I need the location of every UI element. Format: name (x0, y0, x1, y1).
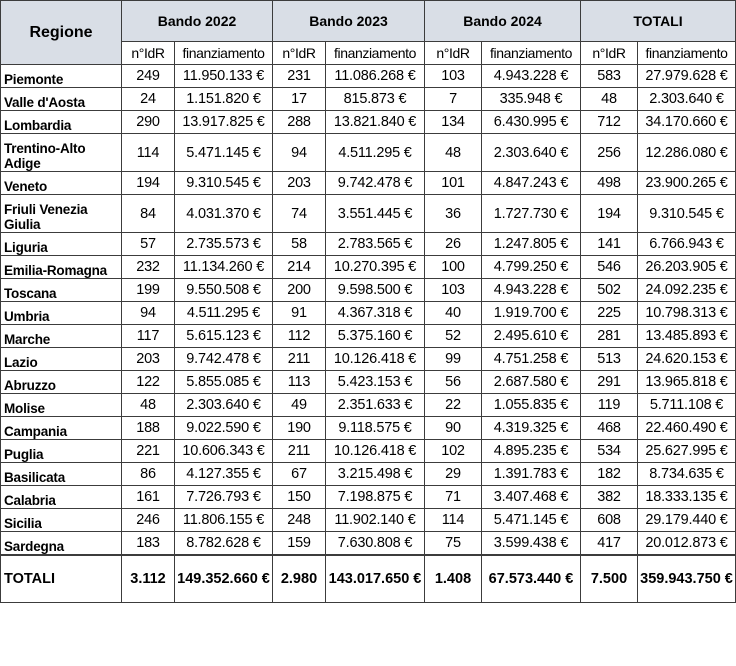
count-cell: 26 (425, 233, 482, 256)
funding-cell: 4.895.235 € (482, 440, 581, 463)
funding-cell: 4.847.243 € (482, 172, 581, 195)
region-name-cell: Basilicata (1, 463, 122, 486)
count-cell: 608 (581, 509, 638, 532)
funding-cell: 5.471.145 € (175, 134, 273, 172)
funding-cell: 2.495.610 € (482, 325, 581, 348)
funding-cell: 335.948 € (482, 88, 581, 111)
subheader-funding: finanziamento (326, 42, 425, 65)
subheader-count: n°IdR (581, 42, 638, 65)
count-cell: 36 (425, 195, 482, 233)
count-cell: 58 (273, 233, 326, 256)
region-name-cell: Veneto (1, 172, 122, 195)
funding-cell: 1.151.820 € (175, 88, 273, 111)
totals-cell: 143.017.650 € (326, 555, 425, 603)
count-cell: 90 (425, 417, 482, 440)
count-cell: 203 (273, 172, 326, 195)
region-name-cell: Toscana (1, 279, 122, 302)
totals-cell: 149.352.660 € (175, 555, 273, 603)
count-cell: 417 (581, 532, 638, 556)
count-cell: 74 (273, 195, 326, 233)
funding-cell: 9.742.478 € (326, 172, 425, 195)
funding-cell: 5.375.160 € (326, 325, 425, 348)
region-column-header: Regione (1, 1, 122, 65)
count-cell: 24 (122, 88, 175, 111)
table-row (1, 463, 736, 486)
funding-cell: 2.351.633 € (326, 394, 425, 417)
table-row (1, 172, 736, 195)
count-cell: 114 (425, 509, 482, 532)
table-row (1, 65, 736, 88)
count-cell: 7 (425, 88, 482, 111)
group-header-2024: Bando 2024 (425, 1, 581, 42)
totals-cell: 359.943.750 € (638, 555, 736, 603)
funding-cell: 24.092.235 € (638, 279, 736, 302)
count-cell: 103 (425, 65, 482, 88)
table-body (1, 65, 736, 556)
region-name-cell: Molise (1, 394, 122, 417)
region-name-cell: Lombardia (1, 111, 122, 134)
count-cell: 56 (425, 371, 482, 394)
count-cell: 57 (122, 233, 175, 256)
count-cell: 22 (425, 394, 482, 417)
funding-cell: 9.310.545 € (638, 195, 736, 233)
count-cell: 40 (425, 302, 482, 325)
count-cell: 71 (425, 486, 482, 509)
table-row (1, 417, 736, 440)
group-header-2022: Bando 2022 (122, 1, 273, 42)
funding-cell: 7.630.808 € (326, 532, 425, 556)
totals-cell: 67.573.440 € (482, 555, 581, 603)
count-cell: 513 (581, 348, 638, 371)
count-cell: 231 (273, 65, 326, 88)
funding-cell: 2.783.565 € (326, 233, 425, 256)
count-cell: 94 (273, 134, 326, 172)
region-name-cell: Sicilia (1, 509, 122, 532)
table-row (1, 233, 736, 256)
funding-cell: 2.303.640 € (482, 134, 581, 172)
funding-cell: 9.118.575 € (326, 417, 425, 440)
funding-cell: 4.943.228 € (482, 279, 581, 302)
count-cell: 117 (122, 325, 175, 348)
count-cell: 249 (122, 65, 175, 88)
count-cell: 29 (425, 463, 482, 486)
funding-cell: 20.012.873 € (638, 532, 736, 556)
funding-cell: 24.620.153 € (638, 348, 736, 371)
count-cell: 468 (581, 417, 638, 440)
funding-cell: 4.031.370 € (175, 195, 273, 233)
totals-label: TOTALI (1, 555, 122, 603)
funding-cell: 3.599.438 € (482, 532, 581, 556)
funding-cell: 1.055.835 € (482, 394, 581, 417)
funding-cell: 4.511.295 € (175, 302, 273, 325)
table-row (1, 195, 736, 233)
count-cell: 502 (581, 279, 638, 302)
count-cell: 712 (581, 111, 638, 134)
count-cell: 211 (273, 440, 326, 463)
funding-cell: 13.821.840 € (326, 111, 425, 134)
region-name-cell: Liguria (1, 233, 122, 256)
region-name-cell: Lazio (1, 348, 122, 371)
funding-cell: 4.511.295 € (326, 134, 425, 172)
region-name-cell: Piemonte (1, 65, 122, 88)
table-row (1, 302, 736, 325)
subheader-funding: finanziamento (638, 42, 736, 65)
funding-cell: 8.782.628 € (175, 532, 273, 556)
count-cell: 498 (581, 172, 638, 195)
count-cell: 199 (122, 279, 175, 302)
subheader-funding: finanziamento (482, 42, 581, 65)
group-header-totals: TOTALI (581, 1, 736, 42)
funding-cell: 5.711.108 € (638, 394, 736, 417)
count-cell: 86 (122, 463, 175, 486)
table-row (1, 440, 736, 463)
region-name-cell: Calabria (1, 486, 122, 509)
funding-cell: 9.598.500 € (326, 279, 425, 302)
table-row (1, 111, 736, 134)
funding-cell: 3.551.445 € (326, 195, 425, 233)
funding-cell: 5.471.145 € (482, 509, 581, 532)
region-name-cell: Puglia (1, 440, 122, 463)
subheader-count: n°IdR (122, 42, 175, 65)
table-row (1, 509, 736, 532)
count-cell: 134 (425, 111, 482, 134)
count-cell: 534 (581, 440, 638, 463)
funding-cell: 1.727.730 € (482, 195, 581, 233)
count-cell: 214 (273, 256, 326, 279)
count-cell: 225 (581, 302, 638, 325)
funding-cell: 1.919.700 € (482, 302, 581, 325)
count-cell: 112 (273, 325, 326, 348)
funding-cell: 13.485.893 € (638, 325, 736, 348)
totals-cell: 2.980 (273, 555, 326, 603)
funding-cell: 11.134.260 € (175, 256, 273, 279)
funding-cell: 6.430.995 € (482, 111, 581, 134)
funding-cell: 11.902.140 € (326, 509, 425, 532)
funding-cell: 8.734.635 € (638, 463, 736, 486)
funding-cell: 7.198.875 € (326, 486, 425, 509)
region-name-cell: Friuli Venezia Giulia (1, 195, 122, 233)
count-cell: 583 (581, 65, 638, 88)
region-name-cell: Valle d'Aosta (1, 88, 122, 111)
count-cell: 150 (273, 486, 326, 509)
funding-cell: 9.022.590 € (175, 417, 273, 440)
funding-cell: 10.126.418 € (326, 348, 425, 371)
funding-cell: 3.215.498 € (326, 463, 425, 486)
funding-cell: 25.627.995 € (638, 440, 736, 463)
funding-cell: 12.286.080 € (638, 134, 736, 172)
subheader-funding: finanziamento (175, 42, 273, 65)
funding-cell: 10.606.343 € (175, 440, 273, 463)
count-cell: 200 (273, 279, 326, 302)
count-cell: 84 (122, 195, 175, 233)
funding-cell: 11.086.268 € (326, 65, 425, 88)
region-name-cell: Trentino-Alto Adige (1, 134, 122, 172)
totals-cell: 7.500 (581, 555, 638, 603)
count-cell: 103 (425, 279, 482, 302)
funding-cell: 815.873 € (326, 88, 425, 111)
funding-cell: 4.367.318 € (326, 302, 425, 325)
funding-cell: 10.798.313 € (638, 302, 736, 325)
count-cell: 102 (425, 440, 482, 463)
count-cell: 48 (122, 394, 175, 417)
table-footer (1, 555, 736, 603)
funding-cell: 9.742.478 € (175, 348, 273, 371)
funding-cell: 5.615.123 € (175, 325, 273, 348)
funding-cell: 2.687.580 € (482, 371, 581, 394)
table-row (1, 325, 736, 348)
count-cell: 382 (581, 486, 638, 509)
count-cell: 546 (581, 256, 638, 279)
table-row (1, 88, 736, 111)
funding-cell: 29.179.440 € (638, 509, 736, 532)
count-cell: 75 (425, 532, 482, 556)
count-cell: 188 (122, 417, 175, 440)
count-cell: 141 (581, 233, 638, 256)
count-cell: 256 (581, 134, 638, 172)
count-cell: 194 (122, 172, 175, 195)
funding-cell: 4.751.258 € (482, 348, 581, 371)
count-cell: 48 (581, 88, 638, 111)
funding-cell: 5.855.085 € (175, 371, 273, 394)
count-cell: 113 (273, 371, 326, 394)
count-cell: 49 (273, 394, 326, 417)
table-row (1, 134, 736, 172)
funding-cell: 10.270.395 € (326, 256, 425, 279)
funding-cell: 11.950.133 € (175, 65, 273, 88)
funding-cell: 27.979.628 € (638, 65, 736, 88)
table-row (1, 279, 736, 302)
count-cell: 182 (581, 463, 638, 486)
funding-cell: 6.766.943 € (638, 233, 736, 256)
count-cell: 122 (122, 371, 175, 394)
count-cell: 161 (122, 486, 175, 509)
funding-cell: 22.460.490 € (638, 417, 736, 440)
funding-cell: 13.965.818 € (638, 371, 736, 394)
funding-cell: 9.550.508 € (175, 279, 273, 302)
group-header-2023: Bando 2023 (273, 1, 425, 42)
region-name-cell: Abruzzo (1, 371, 122, 394)
region-name-cell: Sardegna (1, 532, 122, 556)
count-cell: 288 (273, 111, 326, 134)
funding-cell: 18.333.135 € (638, 486, 736, 509)
funding-cell: 10.126.418 € (326, 440, 425, 463)
region-name-cell: Emilia-Romagna (1, 256, 122, 279)
table-row (1, 256, 736, 279)
funding-cell: 1.247.805 € (482, 233, 581, 256)
count-cell: 194 (581, 195, 638, 233)
totals-cell: 3.112 (122, 555, 175, 603)
count-cell: 119 (581, 394, 638, 417)
subheader-count: n°IdR (425, 42, 482, 65)
funding-cell: 4.943.228 € (482, 65, 581, 88)
region-name-cell: Marche (1, 325, 122, 348)
funding-cell: 4.127.355 € (175, 463, 273, 486)
count-cell: 101 (425, 172, 482, 195)
funding-cell: 11.806.155 € (175, 509, 273, 532)
count-cell: 114 (122, 134, 175, 172)
count-cell: 211 (273, 348, 326, 371)
funding-cell: 3.407.468 € (482, 486, 581, 509)
count-cell: 94 (122, 302, 175, 325)
funding-cell: 1.391.783 € (482, 463, 581, 486)
subheader-count: n°IdR (273, 42, 326, 65)
count-cell: 183 (122, 532, 175, 556)
table-row (1, 348, 736, 371)
table-row (1, 394, 736, 417)
funding-cell: 13.917.825 € (175, 111, 273, 134)
table-header (1, 1, 736, 65)
funding-cell: 2.735.573 € (175, 233, 273, 256)
count-cell: 48 (425, 134, 482, 172)
funding-cell: 4.319.325 € (482, 417, 581, 440)
table-row (1, 486, 736, 509)
count-cell: 67 (273, 463, 326, 486)
region-name-cell: Campania (1, 417, 122, 440)
funding-cell: 34.170.660 € (638, 111, 736, 134)
count-cell: 232 (122, 256, 175, 279)
funding-cell: 2.303.640 € (638, 88, 736, 111)
count-cell: 99 (425, 348, 482, 371)
count-cell: 246 (122, 509, 175, 532)
count-cell: 100 (425, 256, 482, 279)
count-cell: 91 (273, 302, 326, 325)
count-cell: 159 (273, 532, 326, 556)
funding-cell: 5.423.153 € (326, 371, 425, 394)
funding-cell: 9.310.545 € (175, 172, 273, 195)
count-cell: 290 (122, 111, 175, 134)
region-name-cell: Umbria (1, 302, 122, 325)
count-cell: 248 (273, 509, 326, 532)
count-cell: 190 (273, 417, 326, 440)
count-cell: 291 (581, 371, 638, 394)
table-row (1, 371, 736, 394)
count-cell: 52 (425, 325, 482, 348)
count-cell: 203 (122, 348, 175, 371)
funding-cell: 7.726.793 € (175, 486, 273, 509)
funding-cell: 2.303.640 € (175, 394, 273, 417)
count-cell: 281 (581, 325, 638, 348)
table-row (1, 532, 736, 556)
funding-cell: 23.900.265 € (638, 172, 736, 195)
funding-cell: 26.203.905 € (638, 256, 736, 279)
totals-cell: 1.408 (425, 555, 482, 603)
count-cell: 17 (273, 88, 326, 111)
funding-cell: 4.799.250 € (482, 256, 581, 279)
count-cell: 221 (122, 440, 175, 463)
